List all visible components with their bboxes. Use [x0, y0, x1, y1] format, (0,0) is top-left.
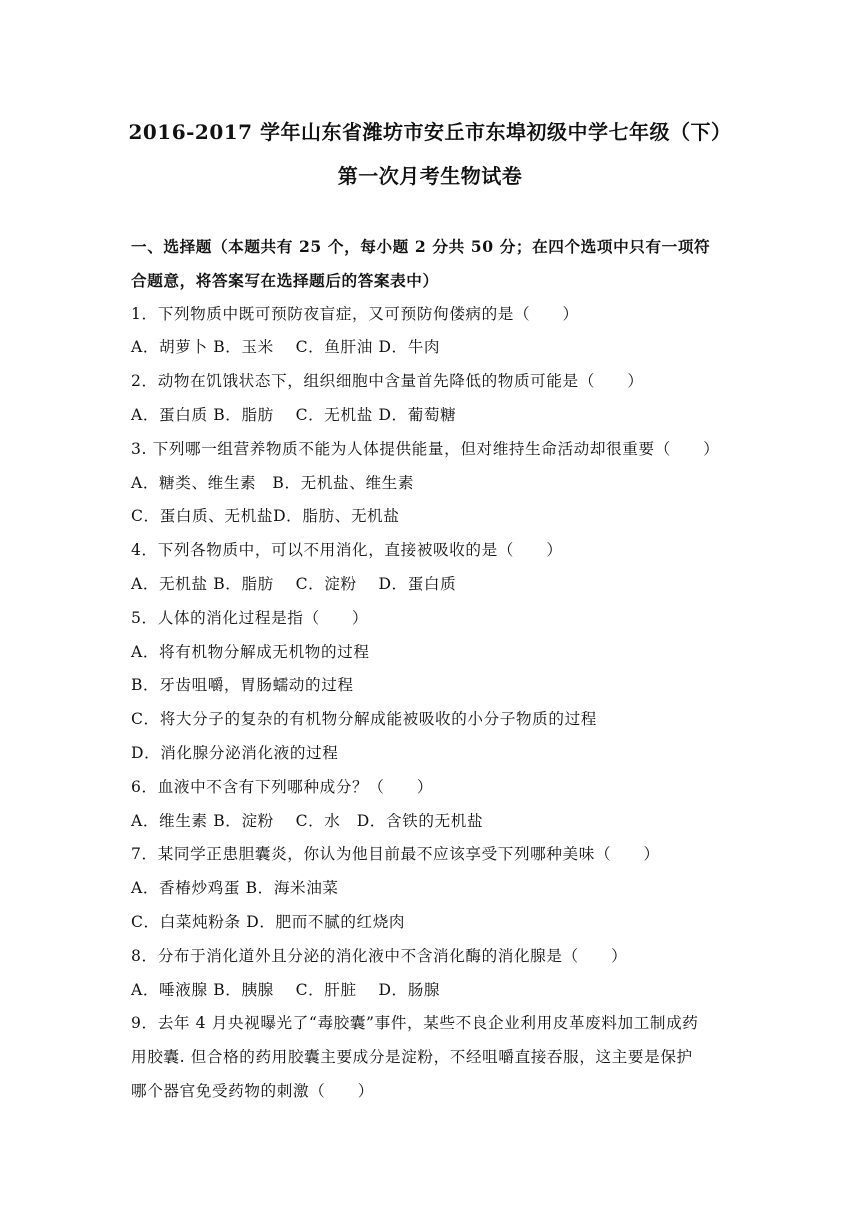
- question-3: 3. 下列哪一组营养物质不能为人体提供能量，但对维持生命活动却很重要（ ）: [131, 439, 720, 458]
- exam-title-line-1: 2016-2017 学年山东省潍坊市安丘市东埠初级中学七年级（下）: [128, 120, 732, 144]
- exam-title-line-2: 第一次月考生物试卷: [337, 164, 523, 188]
- question-7-options-ab: A．香椿炒鸡蛋 B．海米油菜: [131, 879, 339, 898]
- question-1: 1．下列物质中既可预防夜盲症，又可预防佝偻病的是（ ）: [131, 304, 579, 323]
- question-4: 4．下列各物质中，可以不用消化，直接被吸收的是（ ）: [131, 541, 563, 560]
- question-9-line-3: 哪个器官免受药物的刺激（ ）: [131, 1081, 374, 1100]
- question-5-option-b: B．牙齿咀嚼，胃肠蠕动的过程: [131, 676, 354, 695]
- question-9-line-1: 9．去年 4 月央视曝光了“毒胶囊”事件，某些不良企业利用皮革废料加工制成药: [131, 1014, 699, 1033]
- question-5-option-a: A．将有机物分解成无机物的过程: [131, 642, 370, 661]
- question-7: 7．某同学正患胆囊炎，你认为他目前最不应该享受下列哪种美味（ ）: [131, 845, 660, 864]
- question-5-option-d: D．消化腺分泌消化液的过程: [131, 743, 339, 762]
- question-9-line-2: 用胶囊. 但合格的药用胶囊主要成分是淀粉，不经咀嚼直接吞服，这主要是保护: [131, 1048, 693, 1067]
- question-4-options: A．无机盐 B．脂肪 C．淀粉 D．蛋白质: [131, 574, 457, 593]
- question-1-options: A．胡萝卜 B．玉米 C．鱼肝油 D．牛肉: [131, 338, 441, 357]
- question-3-options-ab: A．糖类、维生素 B．无机盐、维生素: [131, 473, 415, 492]
- question-5: 5．人体的消化过程是指（ ）: [131, 608, 369, 627]
- question-3-options-cd: C．蛋白质、无机盐D．脂肪、无机盐: [131, 507, 400, 526]
- question-2: 2．动物在饥饿状态下，组织细胞中含量首先降低的物质可能是（ ）: [131, 372, 644, 391]
- section-heading-line: 合题意，将答案写在选择题后的答案表中）: [131, 270, 439, 290]
- question-5-option-c: C．将大分子的复杂的有机物分解成能被吸收的小分子物质的过程: [131, 710, 597, 729]
- question-6: 6．血液中不含有下列哪种成分？（ ）: [131, 777, 434, 796]
- exam-body: [131, 230, 731, 1109]
- question-2-options: A．蛋白质 B．脂肪 C．无机盐 D．葡萄糖: [131, 405, 457, 424]
- question-8-options: A．唾液腺 B．胰腺 C．肝脏 D．肠腺: [131, 980, 441, 999]
- question-7-options-cd: C．白菜炖粉条 D．肥而不腻的红烧肉: [131, 912, 406, 931]
- question-8: 8．分布于消化道外且分泌的消化液中不含消化酶的消化腺是（ ）: [131, 946, 628, 965]
- question-6-options: A．维生素 B．淀粉 C．水 D．含铁的无机盐: [131, 811, 484, 830]
- section-heading-line: 一、选择题（本题共有 25 个，每小题 2 分共 50 分；在四个选项中只有一项符: [131, 237, 711, 256]
